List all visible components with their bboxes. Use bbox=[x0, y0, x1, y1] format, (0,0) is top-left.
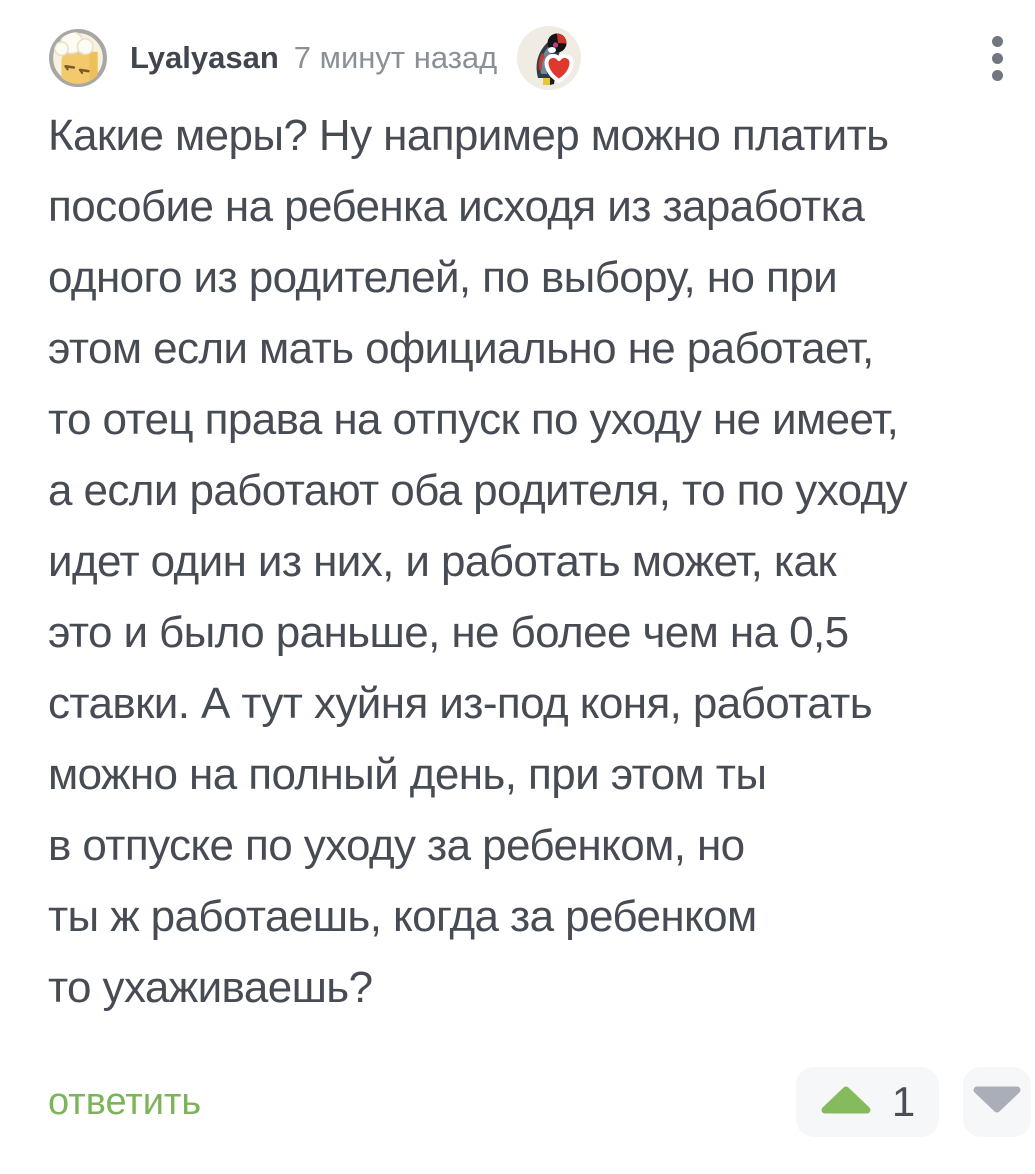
downvote-button[interactable] bbox=[963, 1067, 1031, 1137]
vote-controls bbox=[796, 1067, 1031, 1137]
comment-text-line: то ухаживаешь? bbox=[48, 963, 373, 1012]
comment-text-line: это и было раньше, не более чем на 0,5 bbox=[48, 608, 849, 657]
comment-text-line: ставки. А тут хуйня из-под коня, работать bbox=[48, 679, 873, 728]
comment-text-line: этом если мать официально не работает, bbox=[48, 324, 874, 373]
upvote-button[interactable] bbox=[796, 1067, 939, 1137]
comment-footer bbox=[0, 1067, 1035, 1137]
comment-header bbox=[0, 0, 1035, 90]
comment-text-line: ты ж работаешь, когда за ребенком bbox=[48, 892, 757, 941]
kebab-menu-icon[interactable] bbox=[990, 32, 1005, 85]
comment-text-line: а если работают оба родителя, то по уходу bbox=[48, 466, 907, 515]
reply-button[interactable]: ответить bbox=[48, 1080, 202, 1123]
vote-count: 1 bbox=[891, 1078, 916, 1125]
comment-text-line: пособие на ребенка исходя из заработка bbox=[48, 182, 865, 231]
comment-text-line: идет один из них, и работать может, как bbox=[48, 537, 837, 586]
comment-text-line: то отец права на отпуск по уходу не имеет, bbox=[48, 395, 899, 444]
comment-text-line: Какие меры? Ну например можно платить bbox=[48, 111, 889, 160]
comment-text-line: одного из родителей, по выбору, но при bbox=[48, 253, 838, 302]
comment-timestamp: 7 минут назад bbox=[293, 40, 498, 75]
comment-body bbox=[0, 100, 1035, 1023]
comment-text-line: можно на полный день, при этом ты bbox=[48, 750, 767, 799]
down-triangle-icon bbox=[973, 1086, 1021, 1119]
bird-with-heart-badge-icon[interactable] bbox=[517, 26, 581, 90]
user-avatar[interactable] bbox=[48, 28, 108, 88]
comment-author[interactable]: Lyalyasan bbox=[130, 40, 279, 75]
comment-text-line: в отпуске по уходу за ребенком, но bbox=[48, 821, 745, 870]
up-triangle-icon bbox=[820, 1085, 872, 1120]
